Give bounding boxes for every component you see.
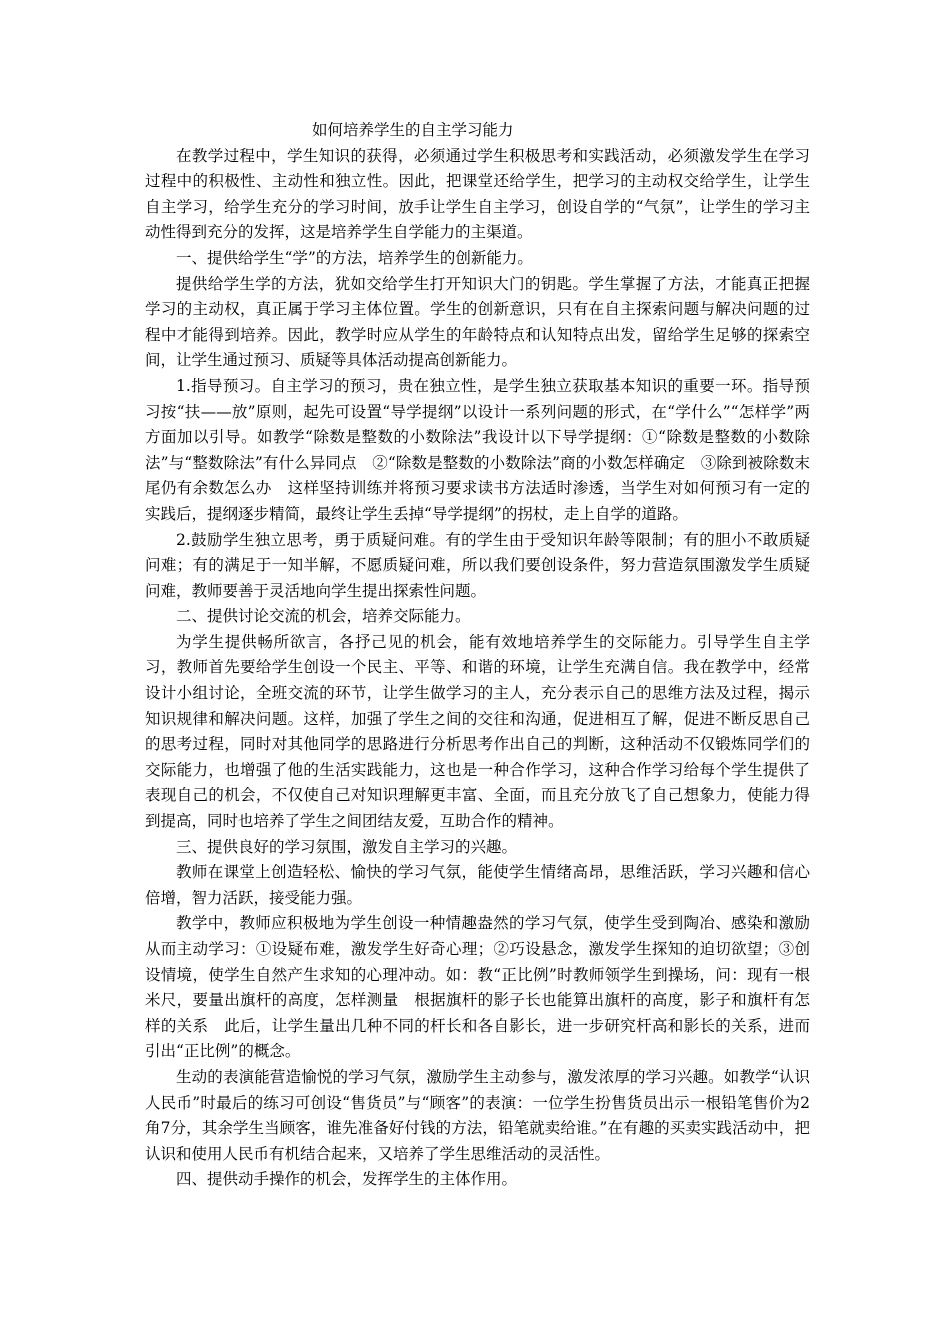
- section-1-paragraph: 提供给学生学的方法，犹如交给学生打开知识大门的钥匙。学生掌握了方法，才能真正把握学习的主动权，真正属于学习主体位置。学生的创新意识，只有在自主探索问题与解决问题的过程中才能得到培养。因此，教学时应从学生的年龄特点和认知特点出发，留给学生足够的探索空间，让学生通过预习、质疑等具体活动提高创新能力。: [145, 274, 810, 370]
- section-3-heading: 三、提供良好的学习氛围，激发自主学习的兴趣。: [176, 837, 518, 856]
- section-1-point-1-paragraph: 1.指导预习。自主学习的预习，贵在独立性，是学生独立获取基本知识的重要一环。指导预习按“扶——放”原则，起先可设置“导学提纲”以设计一系列问题的形式，在“学什么”“怎样学”两方面加以引导。如教学“除数是整数的小数除法”我设计以下导学提纲：①“除数是整数的小数除法”与“整数除法”有什么异同点 ②“除数是整数的小数除法”商的小数怎样确定 ③除到被除数末尾仍有余数怎么办 这样坚持训练并将预习要求读书方法适时渗透，当学生对如何预习有一定的实践后，提纲逐步精简，最终让学生丢掉“导学提纲”的拐杖，走上自学的道路。: [145, 376, 810, 523]
- section-1-point-2-paragraph: 2.鼓励学生独立思考，勇于质疑问难。有的学生由于受知识年龄等限制；有的胆小不敢质疑问难；有的满足于一知半解，不愿质疑问难，所以我们要创设条件，努力营造氛围激发学生质疑问难，教师要善于灵活地向学生提出探索性问题。: [145, 530, 810, 600]
- section-3-paragraph-3: 生动的表演能营造愉悦的学习气氛，激励学生主动参与，激发浓厚的学习兴趣。如教学“认识人民币”时最后的练习可创设“售货员”与“顾客”的表演：一位学生扮售货员出示一根铅笔售价为2角7分，其余学生当顾客，谁先准备好付钱的方法，铅笔就卖给谁。”在有趣的买卖实践活动中，把认识和使用人民币有机结合起来，又培养了学生思维活动的灵活性。: [145, 1067, 810, 1163]
- document-title: 如何培养学生的自主学习能力: [312, 121, 514, 139]
- section-3-paragraph-1: 教师在课堂上创造轻松、愉快的学习气氛，能使学生情绪高昂，思维活跃，学习兴趣和信心倍增，智力活跃，接受能力强。: [145, 863, 810, 907]
- section-2-paragraph: 为学生提供畅所欲言，各抒己见的机会，能有效地培养学生的交际能力。引导学生自主学习，教师首先要给学生创设一个民主、平等、和谐的环境，让学生充满自信。我在教学中，经常设计小组讨论，全班交流的环节，让学生做学习的主人，充分表示自己的思维方法及过程，揭示知识规律和解决问题。这样，加强了学生之间的交往和沟通，促进相互了解，促进不断反思自己的思考过程，同时对其他同学的思路进行分析思考作出自己的判断，这种活动不仅锻炼同学们的交际能力，也增强了他的生活实践能力，这也是一种合作学习，这种合作学习给每个学生提供了表现自己的机会，不仅使自己对知识理解更丰富、全面，而且充分放飞了自己想象力，使能力得到提高，同时也培养了学生之间团结友爱，互助合作的精神。: [145, 632, 810, 831]
- section-2-heading: 二、提供讨论交流的机会，培养交际能力。: [176, 607, 471, 626]
- document-page: [145, 118, 810, 1193]
- section-3-paragraph-2: 教学中，教师应积极地为学生创设一种情趣盎然的学习气氛，使学生受到陶冶、感染和激励从而主动学习：①设疑布难，激发学生好奇心理；②巧设悬念，激发学生探知的迫切欲望；③创设情境，使学生自然产生求知的心理冲动。如：教“正比例”时教师领学生到操场，问：现有一根米尺，要量出旗杆的高度，怎样测量 根据旗杆的影子长也能算出旗杆的高度，影子和旗杆有怎样的关系 此后，让学生量出几种不同的杆长和各自影长，进一步研究杆高和影长的关系，进而引出“正比例”的概念。: [145, 914, 810, 1061]
- section-1-heading: 一、提供给学生“学”的方法，培养学生的创新能力。: [176, 248, 533, 267]
- intro-paragraph: 在教学过程中，学生知识的获得，必须通过学生积极思考和实践活动，必须激发学生在学习过程中的积极性、主动性和独立性。因此，把课堂还给学生，把学习的主动权交给学生，让学生自主学习，给学生充分的学习时间，放手让学生自主学习，创设自学的“气氛”，让学生的学习主动性得到充分的发挥，这是培养学生自学能力的主渠道。: [145, 146, 810, 242]
- section-4-heading: 四、提供动手操作的机会，发挥学生的主体作用。: [176, 1170, 518, 1189]
